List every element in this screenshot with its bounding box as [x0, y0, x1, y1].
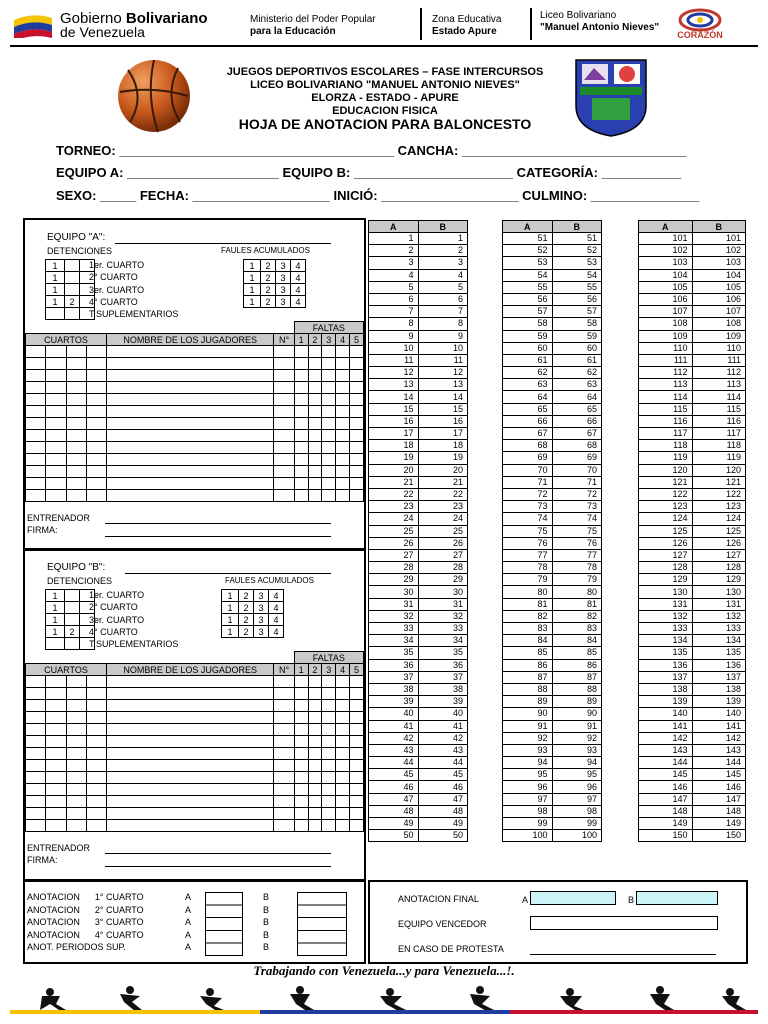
score-row[interactable]: 74 74 [503, 513, 602, 525]
gov-subtitle: de Venezuela [60, 24, 145, 40]
score-row[interactable]: 133 133 [639, 623, 746, 635]
score-row[interactable]: 108 108 [639, 318, 746, 330]
score-row[interactable]: 129 129 [639, 574, 746, 586]
score-row[interactable]: 97 97 [503, 793, 602, 805]
running-score-51-100[interactable] [502, 220, 602, 842]
score-row[interactable]: 32 32 [369, 610, 468, 622]
score-row[interactable]: 134 134 [639, 635, 746, 647]
score-row[interactable]: 58 58 [503, 318, 602, 330]
score-row[interactable]: 122 122 [639, 488, 746, 500]
score-row[interactable]: 96 96 [503, 781, 602, 793]
player-row[interactable] [26, 688, 364, 700]
score-row[interactable]: 26 26 [369, 537, 468, 549]
score-row[interactable]: 71 71 [503, 476, 602, 488]
player-row[interactable] [26, 370, 364, 382]
player-row[interactable] [26, 808, 364, 820]
score-row[interactable]: 56 56 [503, 293, 602, 305]
score-row[interactable]: 72 72 [503, 488, 602, 500]
score-row[interactable]: 124 124 [639, 513, 746, 525]
quarter-score-label: ANOTACION 1° CUARTO [27, 892, 144, 902]
team-b-roster[interactable]: FALTAS CUARTOS NOMBRE DE LOS JUGADORES N° 1 2 3 4 5 [25, 651, 364, 832]
player-row[interactable] [26, 442, 364, 454]
score-header-b: B [552, 221, 602, 233]
score-row[interactable]: 86 86 [503, 659, 602, 671]
quarter-a-inputs[interactable] [205, 892, 243, 956]
score-row[interactable]: 46 46 [369, 781, 468, 793]
score-row[interactable]: 22 22 [369, 488, 468, 500]
score-row[interactable]: 84 84 [503, 635, 602, 647]
score-row[interactable]: 51 51 [503, 233, 602, 245]
score-row[interactable]: 67 67 [503, 428, 602, 440]
score-row[interactable]: 5 5 [369, 281, 468, 293]
footer-slogan: Trabajando con Venezuela...y para Venezuela...!. [253, 963, 515, 978]
score-header-a: A [369, 221, 419, 233]
ministry-label: Ministerio del Poder Popular para la Educación [250, 14, 376, 37]
score-header-b: B [418, 221, 468, 233]
score-row[interactable]: 147 147 [639, 793, 746, 805]
score-row[interactable]: 107 107 [639, 306, 746, 318]
score-row[interactable]: 113 113 [639, 379, 746, 391]
score-header-a: A [503, 221, 553, 233]
player-row[interactable] [26, 394, 364, 406]
score-row[interactable]: 130 130 [639, 586, 746, 598]
score-row[interactable]: 7 7 [369, 306, 468, 318]
score-row[interactable]: 138 138 [639, 683, 746, 695]
team-a-timeouts[interactable]: 1 1 1 1 2 [45, 259, 95, 320]
score-row[interactable]: 144 144 [639, 757, 746, 769]
score-row[interactable]: 75 75 [503, 525, 602, 537]
score-row[interactable]: 9 9 [369, 330, 468, 342]
quarter-score-label: ANOT. PERIODOS SUP. [27, 942, 126, 953]
running-score-1-50[interactable] [368, 220, 468, 842]
score-row[interactable]: 142 142 [639, 732, 746, 744]
score-row[interactable]: 21 21 [369, 476, 468, 488]
score-row[interactable]: 150 150 [639, 830, 746, 842]
score-row[interactable]: 85 85 [503, 647, 602, 659]
winner-input[interactable] [530, 916, 718, 930]
score-row[interactable]: 14 14 [369, 391, 468, 403]
score-row[interactable]: 34 34 [369, 635, 468, 647]
player-row[interactable] [26, 784, 364, 796]
player-row[interactable] [26, 430, 364, 442]
team-b-timeouts[interactable]: 1 1 1 1 2 [45, 589, 95, 650]
score-row[interactable]: 118 118 [639, 440, 746, 452]
score-row[interactable]: 64 64 [503, 391, 602, 403]
final-score-a-input[interactable] [530, 891, 616, 905]
score-row[interactable]: 102 102 [639, 245, 746, 257]
score-row[interactable]: 77 77 [503, 549, 602, 561]
score-row[interactable]: 27 27 [369, 549, 468, 561]
score-row[interactable]: 117 117 [639, 428, 746, 440]
score-row[interactable]: 76 76 [503, 537, 602, 549]
player-row[interactable] [26, 490, 364, 502]
score-row[interactable]: 87 87 [503, 671, 602, 683]
score-row[interactable]: 94 94 [503, 757, 602, 769]
score-row[interactable]: 47 47 [369, 793, 468, 805]
score-row[interactable]: 89 89 [503, 696, 602, 708]
score-row[interactable]: 137 137 [639, 671, 746, 683]
score-row[interactable]: 126 126 [639, 537, 746, 549]
score-row[interactable]: 131 131 [639, 598, 746, 610]
final-score-box: ANOTACION FINAL A B EQUIPO VENCEDOR EN CASO DE PROTESTA [368, 880, 748, 964]
score-row[interactable]: 128 128 [639, 562, 746, 574]
quarters-score-box: ANOTACION 1° CUARTO A B ANOTACION 2° CUARTO A B ANOTACION 3° CUARTO A B ANOTACION 4° CUARTO A B ANOT. PERIODOS SUP. A B [23, 880, 366, 964]
player-row[interactable] [26, 820, 364, 832]
score-row[interactable]: 146 146 [639, 781, 746, 793]
score-row[interactable]: 43 43 [369, 744, 468, 756]
score-row[interactable]: 16 16 [369, 415, 468, 427]
score-row[interactable]: 70 70 [503, 464, 602, 476]
score-row[interactable]: 35 35 [369, 647, 468, 659]
score-row[interactable]: 30 30 [369, 586, 468, 598]
score-row[interactable]: 121 121 [639, 476, 746, 488]
score-row[interactable]: 6 6 [369, 293, 468, 305]
score-row[interactable]: 98 98 [503, 805, 602, 817]
score-row[interactable]: 139 139 [639, 696, 746, 708]
player-row[interactable] [26, 736, 364, 748]
score-row[interactable]: 49 49 [369, 818, 468, 830]
score-row[interactable]: 101 101 [639, 233, 746, 245]
score-row[interactable]: 18 18 [369, 440, 468, 452]
zone-label: Zona Educativa Estado Apure [432, 14, 502, 37]
score-row[interactable]: 99 99 [503, 818, 602, 830]
score-row[interactable]: 83 83 [503, 623, 602, 635]
score-row[interactable]: 145 145 [639, 769, 746, 781]
score-row[interactable]: 92 92 [503, 732, 602, 744]
score-row[interactable]: 95 95 [503, 769, 602, 781]
protest-line[interactable] [530, 954, 716, 955]
torneo-cancha-line[interactable]: TORNEO: ______________________________________ CANCHA: _______________________________ [56, 143, 687, 158]
running-score-101-150[interactable] [638, 220, 746, 842]
score-row[interactable]: 132 132 [639, 610, 746, 622]
score-row[interactable]: 23 23 [369, 501, 468, 513]
score-row[interactable]: 63 63 [503, 379, 602, 391]
sexo-fecha-line[interactable]: SEXO: _____ FECHA: ___________________ INICIÓ: ___________________ CULMINO: _______________ [56, 188, 700, 203]
score-row[interactable]: 57 57 [503, 306, 602, 318]
school-label: Liceo Bolivariano "Manuel Antonio Nieves" [540, 10, 660, 33]
document-titles: JUEGOS DEPORTIVOS ESCOLARES – FASE INTERCURSOS LICEO BOLIVARIANO "MANUEL ANTONIO NIEVES" ELORZA - ESTADO - APURE EDUCACION FISICA HOJA DE ANOTACION PARA BALONCESTO [226, 66, 544, 132]
score-row[interactable]: 39 39 [369, 696, 468, 708]
score-row[interactable]: 3 3 [369, 257, 468, 269]
score-row[interactable]: 135 135 [639, 647, 746, 659]
score-row[interactable]: 140 140 [639, 708, 746, 720]
score-row[interactable]: 90 90 [503, 708, 602, 720]
team-a-block: EQUIPO "A": DETENCIONES FAULES ACUMULADOS 1 1 1 1 2 1er. CUARTO 2° CUARTO 3er. CUARTO 4° CUARTO T.SUPLEMENTARIOS 1 2 3 4 1 2 3 4 1 2 3 4 1 2 3 4 FALTAS CUARTOS NOMBRE DE LOS JUGADORES N° 1 2 3 4 5 ENTRENADOR FIRMA: [23, 218, 366, 551]
player-row[interactable] [26, 454, 364, 466]
score-row[interactable]: 149 149 [639, 818, 746, 830]
player-row[interactable] [26, 346, 364, 358]
player-row[interactable] [26, 760, 364, 772]
score-row[interactable]: 33 33 [369, 623, 468, 635]
score-row[interactable]: 125 125 [639, 525, 746, 537]
player-row[interactable] [26, 796, 364, 808]
basketball-icon [116, 56, 192, 136]
score-row[interactable]: 53 53 [503, 257, 602, 269]
score-row[interactable]: 81 81 [503, 598, 602, 610]
score-row[interactable]: 28 28 [369, 562, 468, 574]
player-row[interactable] [26, 478, 364, 490]
venezuela-flag-icon [12, 12, 54, 38]
score-header-b: B [692, 221, 746, 233]
score-row[interactable]: 1 1 [369, 233, 468, 245]
decorative-athletes-strip [10, 982, 758, 1014]
score-row[interactable]: 66 66 [503, 415, 602, 427]
player-row[interactable] [26, 676, 364, 688]
score-row[interactable]: 59 59 [503, 330, 602, 342]
score-row[interactable]: 54 54 [503, 269, 602, 281]
score-row[interactable]: 79 79 [503, 574, 602, 586]
score-row[interactable]: 36 36 [369, 659, 468, 671]
score-row[interactable]: 10 10 [369, 342, 468, 354]
score-row[interactable]: 65 65 [503, 403, 602, 415]
gov-title: Gobierno Bolivariano [60, 10, 208, 27]
score-row[interactable]: 80 80 [503, 586, 602, 598]
equipos-line[interactable]: EQUIPO A: _____________________ EQUIPO B: ______________________ CATEGORÍA: ___________ [56, 165, 682, 180]
player-row[interactable] [26, 358, 364, 370]
score-row[interactable]: 38 38 [369, 683, 468, 695]
score-row[interactable]: 24 24 [369, 513, 468, 525]
corazon-logo: CORAZÓN [672, 8, 728, 44]
quarter-score-label: ANOTACION 3° CUARTO [27, 917, 144, 928]
school-shield-icon [572, 56, 650, 138]
score-row[interactable]: 136 136 [639, 659, 746, 671]
score-row[interactable]: 78 78 [503, 562, 602, 574]
score-row[interactable]: 141 141 [639, 720, 746, 732]
score-row[interactable]: 13 13 [369, 379, 468, 391]
score-row[interactable]: 123 123 [639, 501, 746, 513]
score-row[interactable]: 29 29 [369, 574, 468, 586]
quarter-score-label: ANOTACION 4° CUARTO [27, 929, 144, 940]
score-row[interactable]: 2 2 [369, 245, 468, 257]
score-row[interactable]: 82 82 [503, 610, 602, 622]
team-a-roster[interactable]: FALTAS CUARTOS NOMBRE DE LOS JUGADORES N° 1 2 3 4 5 [25, 321, 364, 502]
score-row[interactable]: 52 52 [503, 245, 602, 257]
team-b-fouls-accumulated[interactable]: 1 2 3 4 1 2 3 4 1 2 3 4 1 2 3 4 [221, 589, 284, 638]
score-row[interactable]: 91 91 [503, 720, 602, 732]
score-row[interactable]: 103 103 [639, 257, 746, 269]
score-row[interactable]: 4 4 [369, 269, 468, 281]
score-row[interactable]: 40 40 [369, 708, 468, 720]
player-row[interactable] [26, 418, 364, 430]
score-row[interactable]: 115 115 [639, 403, 746, 415]
score-row[interactable]: 8 8 [369, 318, 468, 330]
score-row[interactable]: 11 11 [369, 354, 468, 366]
score-row[interactable]: 88 88 [503, 683, 602, 695]
score-row[interactable]: 68 68 [503, 440, 602, 452]
score-row[interactable]: 48 48 [369, 805, 468, 817]
player-row[interactable] [26, 406, 364, 418]
score-row[interactable]: 41 41 [369, 720, 468, 732]
score-row[interactable]: 119 119 [639, 452, 746, 464]
score-row[interactable]: 61 61 [503, 354, 602, 366]
player-row[interactable] [26, 712, 364, 724]
score-row[interactable]: 44 44 [369, 757, 468, 769]
score-row[interactable]: 42 42 [369, 732, 468, 744]
score-row[interactable]: 20 20 [369, 464, 468, 476]
final-score-b-input[interactable] [636, 891, 718, 905]
player-row[interactable] [26, 724, 364, 736]
score-row[interactable]: 116 116 [639, 415, 746, 427]
score-row[interactable]: 109 109 [639, 330, 746, 342]
score-row[interactable]: 12 12 [369, 367, 468, 379]
player-row[interactable] [26, 748, 364, 760]
score-row[interactable]: 105 105 [639, 281, 746, 293]
player-row[interactable] [26, 382, 364, 394]
score-row[interactable]: 37 37 [369, 671, 468, 683]
score-row[interactable]: 127 127 [639, 549, 746, 561]
score-row[interactable]: 143 143 [639, 744, 746, 756]
quarter-score-label: ANOTACION 2° CUARTO [27, 904, 144, 915]
score-row[interactable]: 114 114 [639, 391, 746, 403]
score-header-a: A [639, 221, 693, 233]
score-row[interactable]: 111 111 [639, 354, 746, 366]
score-row[interactable]: 93 93 [503, 744, 602, 756]
score-row[interactable]: 112 112 [639, 367, 746, 379]
score-row[interactable]: 17 17 [369, 428, 468, 440]
score-row[interactable]: 100 100 [503, 830, 602, 842]
score-row[interactable]: 45 45 [369, 769, 468, 781]
score-row[interactable]: 148 148 [639, 805, 746, 817]
score-row[interactable]: 110 110 [639, 342, 746, 354]
team-b-block: EQUIPO "B": DETENCIONES FAULES ACUMULADOS 1 1 1 1 2 1er. CUARTO 2° CUARTO 3er. CUARTO 4° CUARTO T.SUPLEMENTARIOS 1 2 3 4 1 2 3 4 1 2 3 4 1 2 3 4 FALTAS CUARTOS NOMBRE DE LOS JUGADORES N° 1 2 3 4 5 ENTRENADOR FIRMA: [23, 548, 366, 881]
score-row[interactable]: 73 73 [503, 501, 602, 513]
score-row[interactable]: 120 120 [639, 464, 746, 476]
score-row[interactable]: 106 106 [639, 293, 746, 305]
score-row[interactable]: 25 25 [369, 525, 468, 537]
player-row[interactable] [26, 466, 364, 478]
team-a-fouls-accumulated[interactable]: 1 2 3 4 1 2 3 4 1 2 3 4 1 2 3 4 [243, 259, 306, 308]
score-row[interactable]: 104 104 [639, 269, 746, 281]
score-row[interactable]: 60 60 [503, 342, 602, 354]
score-row[interactable]: 31 31 [369, 598, 468, 610]
player-row[interactable] [26, 772, 364, 784]
score-row[interactable]: 19 19 [369, 452, 468, 464]
score-row[interactable]: 55 55 [503, 281, 602, 293]
quarter-b-inputs[interactable] [297, 892, 347, 956]
score-row[interactable]: 69 69 [503, 452, 602, 464]
score-row[interactable]: 50 50 [369, 830, 468, 842]
score-row[interactable]: 62 62 [503, 367, 602, 379]
score-row[interactable]: 15 15 [369, 403, 468, 415]
player-row[interactable] [26, 700, 364, 712]
